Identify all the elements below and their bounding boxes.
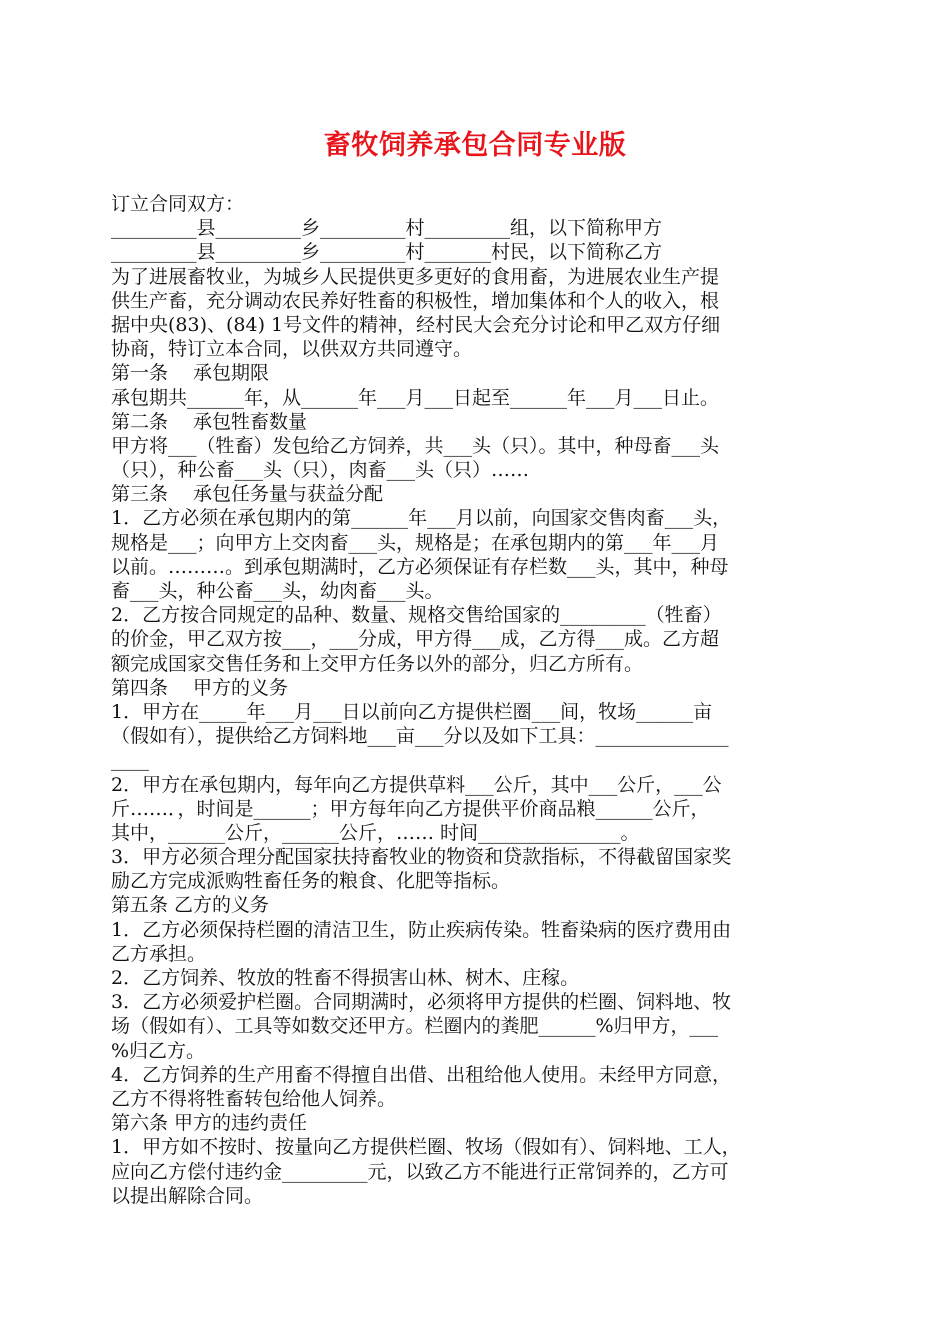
- text-line: 承包期共______年，从______年___月___日起至______年___月___日止。: [111, 386, 720, 409]
- text-line: 规格是___；向甲方上交肉畜___头，规格是；在承包期内的第___年___月: [111, 531, 720, 554]
- document-body: [111, 192, 851, 1208]
- text-line: 1．甲方如不按时、按量向乙方提供栏圈、牧场（假如有）、饲料地、工人，: [111, 1136, 741, 1159]
- text-line: 以前。………。到承包期满时，乙方必须保证有存栏数___头，其中，种母: [111, 555, 729, 578]
- text-line: 第一条 承包期限: [111, 362, 270, 385]
- text-line: 第四条 甲方的义务: [111, 676, 289, 699]
- text-line: 的价金，甲乙双方按___，___分成，甲方得___成，乙方得___成。乙方超: [111, 628, 720, 651]
- text-line: 以提出解除合同。: [111, 1184, 264, 1207]
- text-line: 第三条 承包任务量与获益分配: [111, 483, 384, 506]
- text-line: 3．乙方必须爱护栏圈。合同期满时，必须将甲方提供的栏圈、饲料地、牧: [111, 991, 732, 1014]
- text-line: 应向乙方偿付违约金_________元，以致乙方不能进行正常饲养的，乙方可: [111, 1160, 729, 1183]
- text-line: 订立合同双方：: [111, 193, 245, 215]
- text-line: 斤……．，时间是______；甲方每年向乙方提供平价商品粮______公斤，: [111, 797, 710, 820]
- text-line: 额完成国家交售任务和上交甲方任务以外的部分，归乙方所有。: [111, 652, 644, 675]
- text-line: 2．乙方饲养、牧放的牲畜不得损害山林、树木、庄稼。: [111, 967, 580, 989]
- text-line: %归乙方。: [111, 1039, 206, 1062]
- text-line: 其中，______公斤，______公斤，…… 时间_______________。: [111, 821, 640, 844]
- text-line: （只），种公畜___头（只），肉畜___头（只）……: [111, 459, 530, 482]
- text-line: 3．甲方必须合理分配国家扶持畜牧业的物资和贷款指标，不得截留国家奖: [111, 846, 732, 869]
- text-line: （假如有），提供给乙方饲料地___亩___分以及如下工具：______________: [111, 725, 729, 748]
- text-line: 乙方不得将牲畜转包给他人饲养。: [111, 1087, 397, 1110]
- text-line: 场（假如有）、工具等如数交还甲方。栏圈内的粪肥______%归甲方，___: [111, 1015, 719, 1038]
- text-line: 据中央(83)、(84) 1号文件的精神，经村民大会充分讨论和甲乙双方仔细: [111, 313, 721, 336]
- text-line: 2．乙方按合同规定的品种、数量、规格交售给国家的_________（牲畜）: [111, 604, 722, 627]
- text-line: 4．乙方饲养的生产用畜不得擅自出借、出租给他人使用。未经甲方同意，: [111, 1063, 732, 1086]
- text-line: 第六条 甲方的违约责任: [111, 1112, 308, 1135]
- text-line: 为了进展畜牧业，为城乡人民提供更多更好的食用畜，为进展农业生产提: [111, 265, 720, 288]
- text-line: 第二条 承包牲畜数量: [111, 410, 308, 433]
- text-line: 供生产畜，充分调动农民养好牲畜的积极性，增加集体和个人的收入，根: [111, 289, 720, 312]
- text-line: ____: [111, 749, 149, 772]
- document-title: 畜牧饲养承包合同专业版: [323, 130, 627, 161]
- text-line: 1．乙方必须保持栏圈的清洁卫生，防止疾病传染。牲畜染病的医疗费用由: [111, 918, 732, 941]
- text-line: 乙方承担。: [111, 942, 207, 965]
- text-line: 协商，特订立本合同，以供双方共同遵守。: [111, 338, 473, 361]
- text-line: 2．甲方在承包期内，每年向乙方提供草料___公斤，其中___公斤，___公: [111, 773, 722, 796]
- text-line: 1．甲方在_____年___月___日以前向乙方提供栏圈___间，牧场______亩: [111, 700, 713, 723]
- text-line: _________县_________乡_________村_______村民，以下简称乙方: [111, 241, 663, 264]
- text-line: 畜___头，种公畜___头，幼肉畜___头。: [111, 580, 444, 602]
- text-line: 甲方将___（牲畜）发包给乙方饲养，共___头（只）。其中，种母畜___头: [111, 434, 720, 457]
- text-line: 1．乙方必须在承包期内的第______年___月以前，向国家交售肉畜___头，: [111, 507, 732, 530]
- text-line: 第五条 乙方的义务: [111, 894, 270, 917]
- text-line: 励乙方完成派购牲畜任务的粮食、化肥等指标。: [111, 870, 511, 893]
- text-line: _________县_________乡_________村_________组，以下简称甲方: [111, 217, 663, 240]
